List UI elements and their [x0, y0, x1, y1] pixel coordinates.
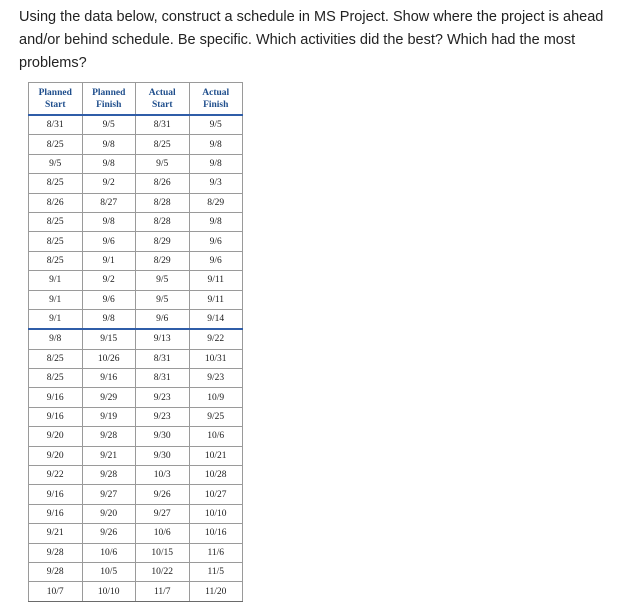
table-row	[29, 232, 243, 251]
table-cell: 9/8	[189, 212, 243, 231]
table-cell: 9/8	[82, 212, 136, 231]
table-body	[29, 115, 243, 601]
table-cell: 8/25	[29, 212, 83, 231]
table-cell: 9/28	[82, 466, 136, 485]
header-actual-start	[136, 83, 190, 116]
table-cell: 9/20	[29, 446, 83, 465]
table-cell: 9/21	[29, 524, 83, 543]
table-cell: 9/20	[29, 427, 83, 446]
table-cell: 9/1	[29, 290, 83, 309]
table-cell: 10/10	[189, 504, 243, 523]
schedule-table-container	[28, 82, 243, 602]
table-cell: 9/28	[82, 427, 136, 446]
table-cell: 9/22	[29, 466, 83, 485]
table-cell: 9/5	[82, 115, 136, 135]
table-cell: 9/20	[82, 504, 136, 523]
table-cell: 10/22	[136, 562, 190, 581]
table-cell: 8/26	[136, 174, 190, 193]
table-cell: 9/1	[29, 309, 83, 329]
table-cell: 9/11	[189, 290, 243, 309]
table-cell: 9/6	[136, 309, 190, 329]
table-cell: 8/25	[29, 232, 83, 251]
table-cell: 9/15	[82, 329, 136, 349]
table-cell: 9/8	[82, 154, 136, 173]
table-cell: 10/16	[189, 524, 243, 543]
header-label: Start	[151, 99, 173, 110]
table-cell: 10/26	[82, 349, 136, 368]
table-row	[29, 524, 243, 543]
table-cell: 8/28	[136, 193, 190, 212]
table-row	[29, 504, 243, 523]
table-cell: 8/25	[136, 135, 190, 154]
table-cell: 9/8	[82, 309, 136, 329]
table-row	[29, 251, 243, 270]
table-row	[29, 309, 243, 329]
table-cell: 8/27	[82, 193, 136, 212]
table-cell: 9/19	[82, 407, 136, 426]
table-cell: 9/23	[136, 407, 190, 426]
header-label: Planned	[38, 87, 72, 98]
table-row	[29, 329, 243, 349]
table-cell: 9/1	[82, 251, 136, 270]
table-row	[29, 446, 243, 465]
table-row	[29, 212, 243, 231]
table-cell: 10/28	[189, 466, 243, 485]
table-cell: 9/27	[82, 485, 136, 504]
table-cell: 9/5	[29, 154, 83, 173]
table-row	[29, 349, 243, 368]
table-cell: 8/29	[136, 232, 190, 251]
header-label: Finish	[203, 99, 229, 110]
table-cell: 10/6	[189, 427, 243, 446]
table-cell: 9/26	[82, 524, 136, 543]
table-cell: 8/31	[29, 115, 83, 135]
header-actual-finish	[189, 83, 243, 116]
table-cell: 9/25	[189, 407, 243, 426]
question-text: Using the data below, construct a schedule in MS Project. Show where the project is ahead and/or behind schedule. Be specific. Which activities did the best? Which had the most problems?	[19, 9, 604, 71]
table-cell: 8/29	[189, 193, 243, 212]
table-cell: 9/29	[82, 388, 136, 407]
table-cell: 9/8	[82, 135, 136, 154]
header-planned-finish	[82, 83, 136, 116]
table-cell: 9/16	[82, 369, 136, 388]
table-cell: 10/21	[189, 446, 243, 465]
table-cell: 11/6	[189, 543, 243, 562]
table-cell: 10/27	[189, 485, 243, 504]
table-cell: 9/2	[82, 271, 136, 290]
table-row	[29, 193, 243, 212]
table-cell: 9/8	[189, 154, 243, 173]
table-row	[29, 562, 243, 581]
table-row	[29, 485, 243, 504]
header-planned-start	[29, 83, 83, 116]
table-cell: 8/26	[29, 193, 83, 212]
header-label: Planned	[92, 87, 126, 98]
table-row	[29, 154, 243, 173]
table-row	[29, 388, 243, 407]
table-cell: 10/10	[82, 582, 136, 601]
table-cell: 9/16	[29, 407, 83, 426]
table-cell: 8/28	[136, 212, 190, 231]
table-cell: 8/25	[29, 135, 83, 154]
table-cell: 9/22	[189, 329, 243, 349]
table-cell: 10/7	[29, 582, 83, 601]
table-cell: 9/14	[189, 309, 243, 329]
table-cell: 9/16	[29, 388, 83, 407]
table-cell: 9/6	[189, 251, 243, 270]
table-cell: 9/6	[82, 232, 136, 251]
table-cell: 9/16	[29, 485, 83, 504]
table-cell: 8/29	[136, 251, 190, 270]
table-row	[29, 135, 243, 154]
table-row	[29, 174, 243, 193]
table-row	[29, 369, 243, 388]
table-cell: 9/23	[189, 369, 243, 388]
table-cell: 8/31	[136, 115, 190, 135]
table-cell: 10/31	[189, 349, 243, 368]
schedule-table	[28, 82, 243, 602]
table-cell: 9/21	[82, 446, 136, 465]
table-cell: 11/7	[136, 582, 190, 601]
table-cell: 10/15	[136, 543, 190, 562]
table-row	[29, 427, 243, 446]
table-cell: 9/2	[82, 174, 136, 193]
table-cell: 8/25	[29, 174, 83, 193]
table-row	[29, 115, 243, 135]
table-row	[29, 407, 243, 426]
table-cell: 9/28	[29, 562, 83, 581]
table-cell: 9/16	[29, 504, 83, 523]
table-cell: 9/13	[136, 329, 190, 349]
table-cell: 10/3	[136, 466, 190, 485]
header-label: Finish	[96, 99, 122, 110]
header-label: Actual	[202, 87, 230, 98]
table-cell: 10/9	[189, 388, 243, 407]
table-cell: 9/26	[136, 485, 190, 504]
table-row	[29, 543, 243, 562]
table-cell: 10/5	[82, 562, 136, 581]
table-cell: 9/5	[136, 154, 190, 173]
table-cell: 9/23	[136, 388, 190, 407]
table-cell: 9/5	[136, 271, 190, 290]
table-cell: 9/3	[189, 174, 243, 193]
table-cell: 9/8	[29, 329, 83, 349]
table-cell: 8/25	[29, 251, 83, 270]
table-cell: 9/27	[136, 504, 190, 523]
table-cell: 8/25	[29, 349, 83, 368]
table-row	[29, 466, 243, 485]
table-cell: 11/5	[189, 562, 243, 581]
table-cell: 9/8	[189, 135, 243, 154]
header-row	[29, 83, 243, 116]
header-label: Actual	[148, 87, 176, 98]
table-cell: 8/31	[136, 349, 190, 368]
table-cell: 11/20	[189, 582, 243, 601]
table-row	[29, 290, 243, 309]
table-cell: 9/1	[29, 271, 83, 290]
table-cell: 9/6	[189, 232, 243, 251]
table-cell: 9/28	[29, 543, 83, 562]
table-header	[29, 83, 243, 116]
table-cell: 9/5	[189, 115, 243, 135]
table-cell: 8/25	[29, 369, 83, 388]
table-row	[29, 271, 243, 290]
table-cell: 9/5	[136, 290, 190, 309]
table-cell: 9/30	[136, 427, 190, 446]
table-cell: 9/6	[82, 290, 136, 309]
table-cell: 10/6	[136, 524, 190, 543]
table-row	[29, 582, 243, 601]
table-cell: 8/31	[136, 369, 190, 388]
table-cell: 10/6	[82, 543, 136, 562]
table-cell: 9/30	[136, 446, 190, 465]
header-label: Start	[44, 99, 66, 110]
table-cell: 9/11	[189, 271, 243, 290]
